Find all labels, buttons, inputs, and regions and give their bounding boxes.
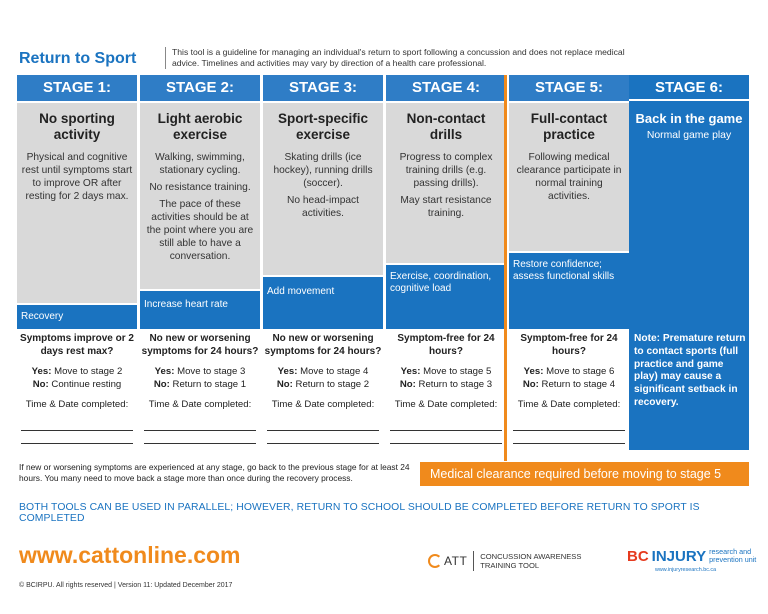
time-date-label: Time & Date completed:	[25, 399, 129, 410]
stage-5-header: STAGE 5:	[509, 75, 629, 101]
stage-3-options	[263, 366, 383, 391]
logo-divider	[473, 551, 474, 571]
stage-4-desc-2: May start resistance training.	[400, 195, 492, 219]
time-date-label: Time & Date completed:	[517, 399, 621, 410]
completion-line[interactable]	[267, 443, 379, 444]
stage-3-column	[263, 75, 383, 450]
no-label: No:	[32, 378, 49, 390]
no-label: No:	[276, 378, 293, 390]
stage-6-name: Back in the game	[635, 111, 743, 126]
completion-line[interactable]	[513, 430, 625, 431]
stage-1-check	[17, 333, 137, 444]
stage-3-desc-2: No head-impact activities.	[287, 195, 359, 219]
yes-text: Move to stage 2	[54, 366, 123, 377]
stage-4-header: STAGE 4:	[386, 75, 506, 101]
catt-logo	[428, 551, 581, 571]
stage-2-goal: Increase heart rate	[140, 291, 260, 329]
no-text: Return to stage 2	[295, 378, 370, 390]
stage-5-question: Symptom-free for 24 hours?	[520, 333, 618, 357]
regression-note: If new or worsening symptoms are experienced at any stage, go back to the previous stage for at least 24 hours. You many need to move back a stage more than once during the recovery process.	[19, 462, 410, 483]
no-text: Continue resting	[51, 378, 122, 390]
yes-label: Yes:	[523, 366, 544, 377]
completion-line[interactable]	[390, 443, 502, 444]
stage-2-desc: Walking, swimming, stationary cycling.	[155, 152, 245, 176]
no-label: No:	[522, 378, 539, 390]
stage-2-check	[140, 333, 260, 444]
stage-4-info	[386, 103, 506, 263]
stage-5-info	[509, 103, 629, 251]
stage-3-info	[263, 103, 383, 275]
stage-1-name: No sporting activity	[39, 111, 115, 142]
yes-label: Yes:	[277, 366, 298, 377]
stage-5-options	[509, 366, 629, 391]
catt-c-icon	[428, 554, 442, 568]
stage-1-goal: Recovery	[17, 305, 137, 329]
no-text: Return to stage 4	[541, 378, 616, 390]
stage-3-name: Sport-specific exercise	[277, 111, 369, 142]
stage-3-check	[263, 333, 383, 444]
stage-3-goal: Add movement	[263, 277, 383, 329]
yes-text: Move to stage 5	[423, 366, 492, 377]
catt-tagline	[480, 552, 581, 570]
stage-4-question: Symptom-free for 24 hours?	[397, 333, 495, 357]
no-text: Return to stage 3	[418, 378, 493, 390]
completion-line[interactable]	[21, 443, 133, 444]
yes-text: Move to stage 4	[300, 366, 369, 377]
yes-text: Move to stage 6	[546, 366, 615, 377]
stage-6-subtitle: Normal game play	[646, 130, 732, 141]
time-date-label: Time & Date completed:	[148, 399, 252, 410]
stage-6-header: STAGE 6:	[629, 75, 749, 101]
stage-1-desc: Physical and cognitive rest until symptoms start to improve OR after resting for 2 days max.	[21, 152, 133, 202]
bcirpu-website: www.injuryresearch.bc.ca	[655, 567, 717, 573]
rp-tagline	[709, 548, 756, 564]
stages-grid	[17, 75, 749, 450]
stage-4-name: Non-contact drills	[406, 111, 486, 142]
page-title: Return to Sport	[19, 50, 137, 67]
catt-wordmark: ATT	[444, 554, 468, 568]
stage-4-goal: Exercise, coordination, cognitive load	[386, 265, 506, 329]
stage-1-info	[17, 103, 137, 303]
stage-4-desc: Progress to complex training drills (e.g. passing drills).	[399, 152, 493, 189]
stage-1-column	[17, 75, 137, 450]
no-label: No:	[153, 378, 170, 390]
catt-tagline-line-1: CONCUSSION AWARENESS	[480, 552, 582, 561]
completion-line[interactable]	[144, 430, 256, 431]
parallel-tools-note: BOTH TOOLS CAN BE USED IN PARALLEL; HOWEVER, RETURN TO SCHOOL SHOULD BE COMPLETED BEFORE RETURN TO SPORT IS COMPLETED	[19, 502, 700, 524]
time-date-label: Time & Date completed:	[394, 399, 498, 410]
no-text: Return to stage 1	[172, 378, 247, 390]
stage-2-options	[140, 366, 260, 391]
completion-line[interactable]	[21, 430, 133, 431]
rp-line-2: prevention unit	[709, 555, 757, 564]
stage-4-check	[386, 333, 506, 444]
stage-6-column	[629, 75, 749, 450]
stage-2-header: STAGE 2:	[140, 75, 260, 101]
stage-1-question: Symptoms improve or 2 days rest max?	[20, 333, 134, 357]
stage-5-name: Full-contact practice	[530, 111, 608, 142]
injury-wordmark: INJURY	[651, 548, 707, 565]
stage-5-check	[509, 333, 629, 444]
stage-3-desc: Skating drills (ice hockey), running drills (soccer).	[273, 152, 373, 189]
medical-clearance-banner: Medical clearance required before moving to stage 5	[420, 462, 749, 486]
catt-tagline-line-2: TRAINING TOOL	[480, 561, 540, 570]
time-date-label: Time & Date completed:	[271, 399, 375, 410]
yes-label: Yes:	[400, 366, 421, 377]
stage-2-desc-2: No resistance training.	[149, 182, 251, 193]
yes-label: Yes:	[154, 366, 175, 377]
rp-line-1: research and	[709, 547, 752, 556]
stage-4-column	[386, 75, 506, 450]
completion-line[interactable]	[390, 430, 502, 431]
stage-5-goal: Restore confidence; assess functional skills	[509, 253, 629, 329]
medical-clearance-divider	[504, 75, 507, 461]
yes-text: Move to stage 3	[177, 366, 246, 377]
website-link[interactable]: www.cattonline.com	[19, 542, 241, 568]
stage-2-question: No new or worsening symptoms for 24 hours?	[141, 333, 259, 357]
completion-line[interactable]	[267, 430, 379, 431]
yes-label: Yes:	[31, 366, 52, 377]
stage-2-column	[140, 75, 260, 450]
copyright: © BCIRPU. All rights reserved | Version 11: Updated December 2017	[19, 582, 233, 589]
stage-2-desc-3: The pace of these activities should be at the point where you are still able to have a conversation.	[146, 199, 254, 262]
stage-2-name: Light aerobic exercise	[157, 111, 243, 142]
completion-line[interactable]	[513, 443, 625, 444]
stage-5-column	[509, 75, 629, 450]
stage-1-options	[17, 366, 137, 391]
stage-1-header: STAGE 1:	[17, 75, 137, 101]
bc-wordmark: BC	[627, 548, 649, 565]
bcirpu-logo	[627, 548, 756, 573]
stage-6-note: Note: Premature return to contact sports (full practice and game play) may cause a significant setback in recovery.	[634, 333, 746, 408]
intro-text: This tool is a guideline for managing an individual's return to sport following a concussion and does not replace medical advice. Timelines and activities may vary by direction of a health care professional.	[165, 47, 645, 69]
stage-2-info	[140, 103, 260, 289]
stage-5-desc: Following medical clearance participate in normal training activities.	[516, 152, 622, 202]
stage-3-question: No new or worsening symptoms for 24 hours?	[264, 333, 382, 357]
stage-4-options	[386, 366, 506, 391]
no-label: No:	[399, 378, 416, 390]
completion-line[interactable]	[144, 443, 256, 444]
stage-3-header: STAGE 3:	[263, 75, 383, 101]
